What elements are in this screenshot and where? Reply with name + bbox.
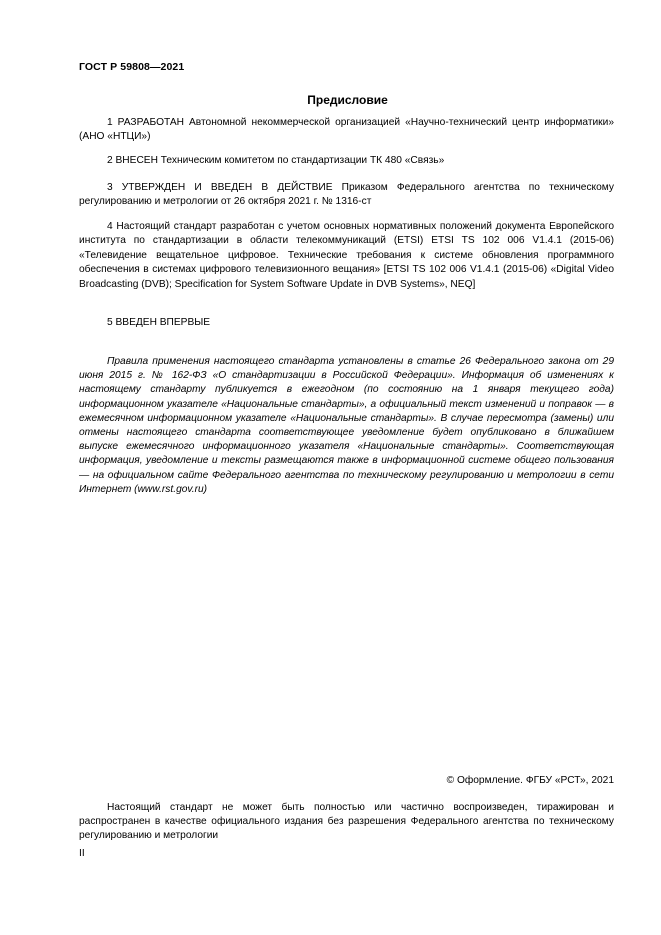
- reproduction-note: Настоящий стандарт не может быть полностью или частично воспроизведен, тиражирован и распространен в качестве официального издания без разрешения Федерального агентства по техническому регулированию и метрологии: [79, 802, 614, 842]
- copyright-line: © Оформление. ФГБУ «РСТ», 2021: [446, 775, 614, 786]
- page-number: II: [79, 848, 85, 859]
- document-code: ГОСТ Р 59808—2021: [79, 61, 185, 73]
- foreword-item-4: 4 Настоящий стандарт разработан с учетом основных нормативных положений документа Европейского института по стандартизации в области телекоммуникаций (ETSI) ETSI TS 102 006 V1.4.1 (2015-06) «Телевидение вещательное цифровое. Технические требования к системе обновления программного обеспечения в системах цифрового телевизионного вещания» [ETSI TS 102 006 V1.4.1 (2015-06) «Digital Video Broadcasting (DVB); Specification for System Software Update in DVB Systems», NEQ]: [79, 221, 614, 290]
- foreword-item-1: 1 РАЗРАБОТАН Автономной некоммерческой организацией «Научно-технический центр информатики» (АНО «НТЦИ»): [79, 117, 614, 143]
- foreword-item-3: 3 УТВЕРЖДЕН И ВВЕДЕН В ДЕЙСТВИЕ Приказом Федерального агентства по техническому регулированию и метрологии от 26 октября 2021 г. № 1316-ст: [79, 182, 614, 208]
- foreword-item-5: 5 ВВЕДЕН ВПЕРВЫЕ: [107, 317, 211, 328]
- foreword-title: Предисловие: [307, 93, 388, 107]
- foreword-item-2: 2 ВНЕСЕН Техническим комитетом по стандартизации ТК 480 «Связь»: [107, 155, 445, 166]
- rules-notice: Правила применения настоящего стандарта установлены в статье 26 Федерального закона от 29 июня 2015 г. № 162-ФЗ «О стандартизации в Российской Федерации». Информация об изменениях к настоящему стандарту публикуется в ежегодном (по состоянию на 1 января текущего года) информационном указателе «Национальные стандарты», а официальный текст изменений и поправок — в ежемесячном информационном указателе «Национальные стандарты». В случае пересмотра (замены) или отмены настоящего стандарта соответствующее уведомление будет опубликовано в ближайшем выпуске ежемесячного информационного указателя «Национальные стандарты». Соответствующая информация, уведомление и тексты размещаются также в информационной системе общего пользования — на официальном сайте Федерального агентства по техническому регулированию и метрологии в сети Интернет (www.rst.gov.ru): [79, 356, 614, 495]
